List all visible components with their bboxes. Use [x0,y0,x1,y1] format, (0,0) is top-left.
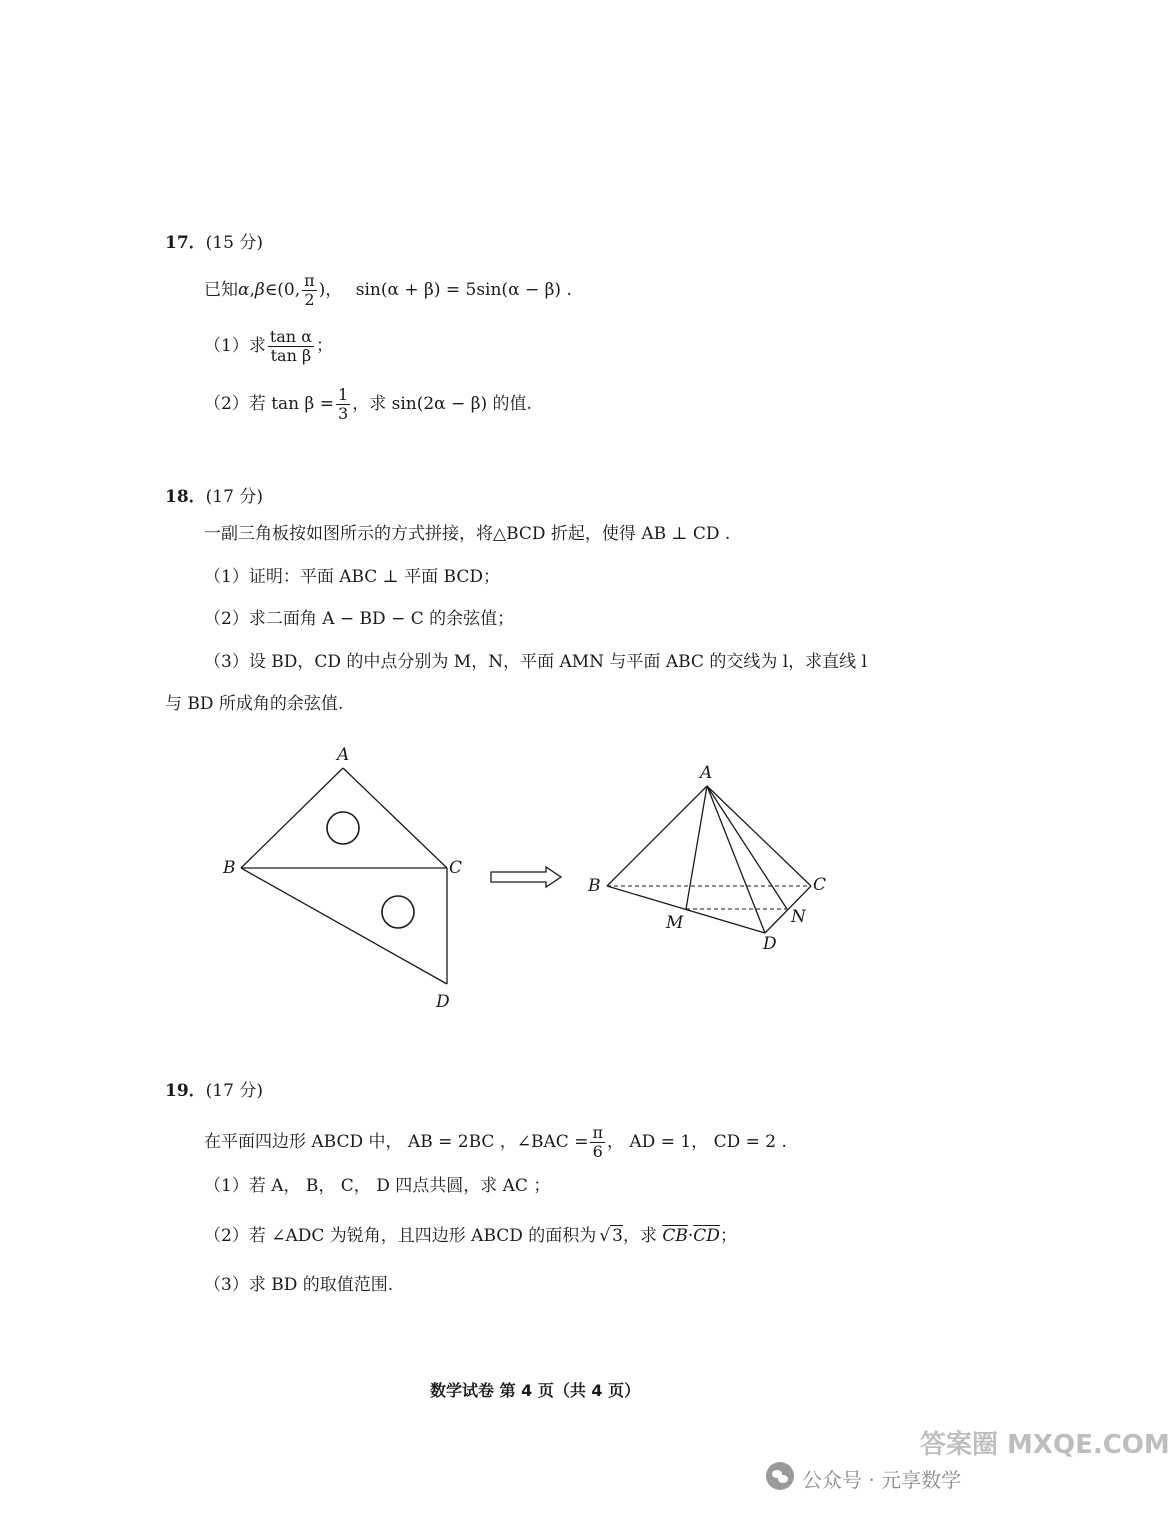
triangle-hole-upper [327,812,359,844]
q17-part2-rest: ，求 sin(2α − β) 的值. [352,394,532,414]
q17-premise-prefix: 已知 [204,280,238,300]
label-b: B [223,858,236,878]
q19-pi-over-6: $\frac{\pi}{6}$ [592,1123,603,1161]
page-footer: 数学试卷 第 4 页（共 4 页） [430,1381,641,1400]
label-a: A [337,745,350,765]
q19-part2: （2）若 ∠ADC 为锐角，且四边形 ABCD 的面积为 √ 3，求 $\overline{CB}\cdot\overline{CD}$； [204,1226,737,1246]
q18-part3-line2: 与 BD 所成角的余弦值. [165,694,344,714]
q19-score: (17 分) [205,1081,263,1101]
edge-ab [241,768,343,868]
triangle-hole-lower [382,896,414,928]
q17-part1-end: ； [316,336,333,356]
q19-part1: （1）若 A， B， C， D 四点共圆，求 AC ； [204,1176,551,1196]
edge-bd [241,868,447,984]
edge-ad [707,786,765,933]
edge-ac [343,768,447,868]
q18-part1: （1）证明：平面 ABC ⊥ 平面 BCD； [204,567,500,587]
q18-figure-folded [580,758,840,958]
q17-part2-fraction: $\frac{1}{3}$ [338,385,349,423]
q18-header [165,482,263,507]
q19-header [165,1076,263,1101]
q18-premise: 一副三角板按如图所示的方式拼接，将△BCD 折起，使得 AB ⊥ CD . [204,524,731,544]
q17-premise: 已知α,β∈(0, $\frac{\pi}{2}$ )， sin(α + β) = 5sin(α − β) . [204,271,572,309]
q17-part1-label: （1）求 [204,336,266,356]
q17-part1-fraction: $\frac{\text{tan α}}{\text{tan β}}$ [269,327,312,365]
q17-number: 17． [165,233,206,253]
q18-figure-flat [215,740,475,1015]
site-watermark: 答案圈 MXQE.COM [920,1430,1170,1460]
q17-part1 [204,328,333,365]
q17-score: (15 分) [205,233,263,253]
q18-part2: （2）求二面角 A − BD − C 的余弦值； [204,609,515,629]
q19-premise-a: 在平面四边形 ABCD 中， AB = 2BC ，∠BAC = [204,1132,589,1152]
label-b: B [588,876,601,896]
q17-pi-over-2: $\frac{\pi}{2}$ [304,271,315,309]
edge-ac [707,786,811,886]
label-m: M [666,913,684,933]
q18-score: (17 分) [205,487,263,507]
right-arrow-icon [488,864,564,890]
label-d: D [436,992,450,1012]
q19-number: 19． [165,1081,206,1101]
q19-premise [204,1124,787,1161]
q18-number: 18． [165,487,206,507]
q19-part3: （3）求 BD 的取值范围. [204,1275,394,1295]
q17-part2 [204,386,532,423]
label-n: N [791,907,806,927]
edge-an [707,786,787,909]
q17-header [165,228,263,253]
q19-sqrt-value: 3 [612,1226,623,1246]
q19-part2-a: （2）若 ∠ADC 为锐角，且四边形 ABCD 的面积为 [204,1226,597,1246]
label-c: C [813,875,827,895]
q17-part2-label: （2）若 tan β = [204,394,335,414]
q19-dot: · [687,1226,694,1246]
label-d: D [763,934,777,954]
q17-premise-condition: sin(α + β) = 5sin(α − β) [355,280,562,300]
label-c: C [449,858,463,878]
q19-premise-b: ， AD = 1， CD = 2 . [606,1132,787,1152]
q19-vector-cd: $\overline{CD}$ [693,1226,720,1246]
wechat-icon [766,1462,794,1490]
q19-part2-end: ； [719,1226,737,1246]
label-a: A [700,763,713,783]
wechat-account-label: 公众号 · 元享数学 [802,1468,962,1492]
q19-vector-cb: $\overline{CB}$ [662,1226,688,1246]
q19-part2-b: ，求 [622,1226,657,1246]
q18-part3-line1: （3）设 BD，CD 的中点分别为 M，N，平面 AMN 与平面 ABC 的交线为 l，求直线 l [204,652,868,672]
